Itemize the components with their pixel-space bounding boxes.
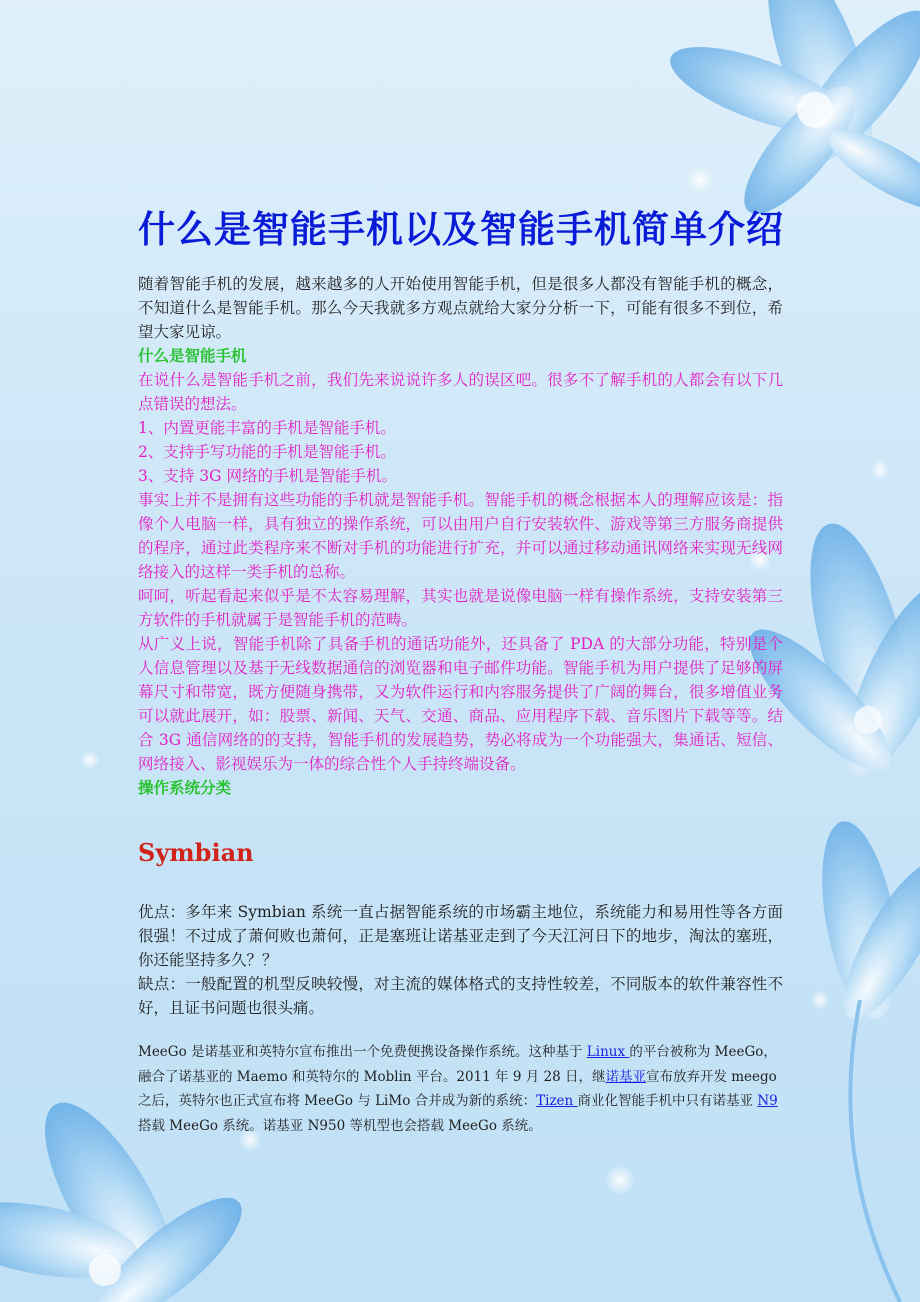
meego-text: 商业化智能手机中只有诺基亚 <box>577 1093 758 1109</box>
article-body <box>138 272 783 800</box>
misconception-item: 3、支持 3G 网络的手机是智能手机。 <box>138 467 397 485</box>
definition-paragraph: 事实上并不是拥有这些功能的手机就是智能手机。智能手机的概念根据本人的理解应该是：指像个人电脑一样，具有独立的操作系统，可以由用户自行安装软件、游戏等第三方服务商提供的程序，通过此类程序来不断对手机的功能进行扩充，并可以通过移动通讯网络来实现无线网络接入的这样一类手机的总称。 <box>138 491 783 581</box>
symbian-pros: 优点：多年来 Symbian 系统一直占据智能系统的市场霸主地位，系统能力和易用性等各方面很强！不过成了萧何败也萧何，正是塞班让诺基亚走到了今天江河日下的地步，淘汰的塞班，你还能坚持多久？？ <box>138 903 783 969</box>
meego-section <box>138 1040 783 1138</box>
n9-link[interactable]: N9 <box>757 1093 778 1109</box>
intro-paragraph: 随着智能手机的发展，越来越多的人开始使用智能手机，但是很多人都没有智能手机的概念，不知道什么是智能手机。那么今天我就多方观点就给大家分分析一下，可能有很多不到位，希望大家见谅。 <box>138 275 783 341</box>
misconception-item: 2、支持手写功能的手机是智能手机。 <box>138 443 396 461</box>
misconceptions-intro: 在说什么是智能手机之前，我们先来说说许多人的误区吧。很多不了解手机的人都会有以下几点错误的想法。 <box>138 371 783 413</box>
linux-link[interactable]: Linux <box>586 1044 630 1060</box>
meego-text: 的平台被称为 MeeGo，融合了诺基亚的 Maemo 和英特尔的 Moblin 平台。2011 年 9 月 28 日，继 <box>138 1044 777 1085</box>
symbian-section <box>138 900 783 1020</box>
nokia-link[interactable]: 诺基亚 <box>605 1068 646 1085</box>
meego-text: 搭载 MeeGo 系统。诺基亚 N950 等机型也会搭载 MeeGo 系统。 <box>138 1117 542 1134</box>
symbian-heading: Symbian <box>138 838 254 867</box>
misconception-item: 1、内置更能丰富的手机是智能手机。 <box>138 419 396 437</box>
meego-paragraph <box>138 1040 783 1138</box>
section-heading-os: 操作系统分类 <box>138 778 232 797</box>
tizen-link[interactable]: Tizen <box>536 1093 578 1109</box>
section-heading-smartphone: 什么是智能手机 <box>138 346 247 365</box>
symbian-cons: 缺点：一般配置的机型反映较慢，对主流的媒体格式的支持性较差，不同版本的软件兼容性不好，且证书问题也很头痛。 <box>138 975 783 1017</box>
meego-text: MeeGo 是诺基亚和英特尔宣布推出一个免费便携设备操作系统。这种基于 <box>138 1044 587 1060</box>
broad-view-paragraph: 从广义上说，智能手机除了具备手机的通话功能外，还具备了 PDA 的大部分功能，特别是个人信息管理以及基于无线数据通信的浏览器和电子邮件功能。智能手机为用户提供了足够的屏幕尺寸和带宽，既方便随身携带，又为软件运行和内容服务提供了广阔的舞台，很多增值业务可以就此展开，如：股票、新闻、天气、交通、商品、应用程序下载、音乐图片下载等等。结合 3G 通信网络的的支持，智能手机的发展趋势，势必将成为一个功能强大，集通话、短信、网络接入、影视娱乐为一体的综合性个人手持终端设备。 <box>138 635 783 773</box>
page-title: 什么是智能手机以及智能手机简单介绍 <box>138 208 784 251</box>
simple-explanation-paragraph: 呵呵，听起看起来似乎是不太容易理解，其实也就是说像电脑一样有操作系统，支持安装第三方软件的手机就属于是智能手机的范畴。 <box>138 587 783 629</box>
meego-text: 宣布放弃开发 meego 之后，英特尔也正式宣布将 MeeGo 与 LiMo 合并成为新的系统： <box>138 1068 777 1109</box>
